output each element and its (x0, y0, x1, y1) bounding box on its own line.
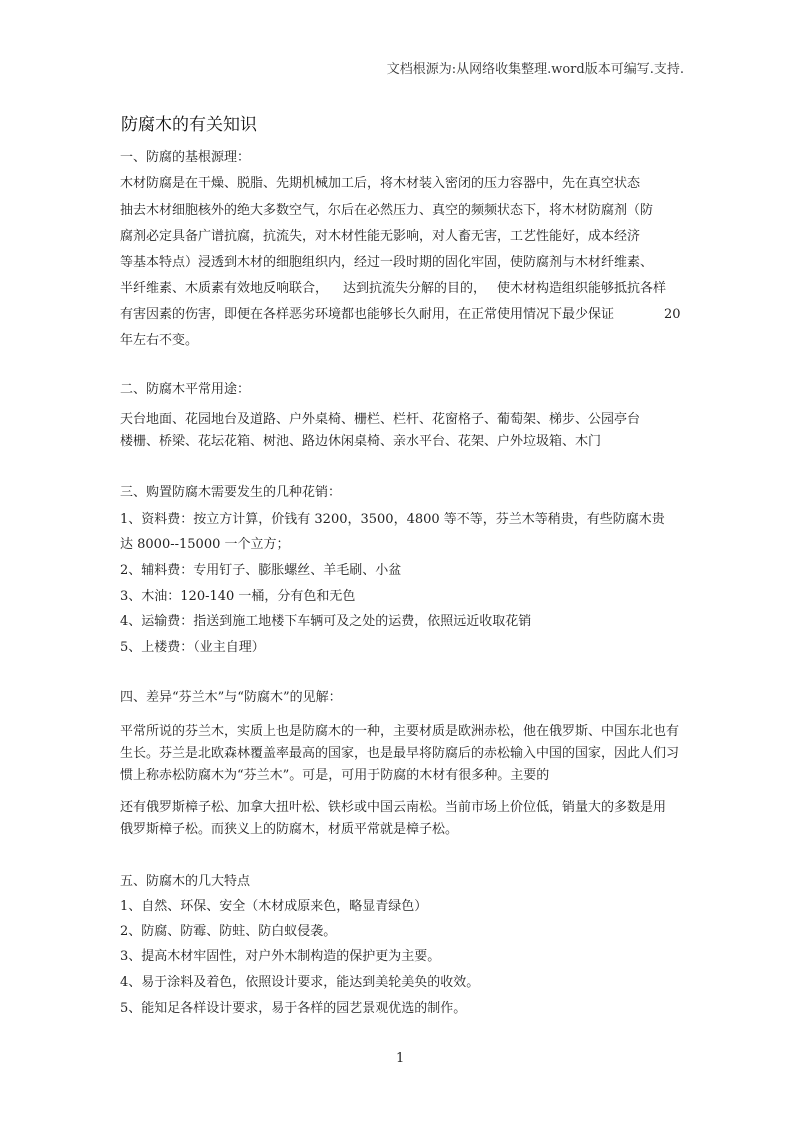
section-heading: 三、购置防腐木需要发生的几种花销： (120, 485, 342, 500)
header-note: 文档根源为:从网络收集整理.word版本可编写.支持. (386, 62, 684, 77)
paragraph-line: 天台地面、花园地台及道路、户外桌椅、栅栏、栏杆、花窗格子、葡萄架、梯步、公园亭台 (120, 412, 641, 427)
paragraph-line-segment: 20 (664, 307, 681, 322)
page-number: 1 (396, 1051, 405, 1066)
list-item: 1、自然、环保、安全（木材成原来色，略显青绿色） (120, 899, 428, 914)
list-item: 3、木油：120-140 一桶，分有色和无色 (120, 589, 356, 604)
paragraph-line: 生长。芬兰是北欧森林覆盖率最高的国家，也是最早将防腐后的赤松输入中国的国家，因此人们习 (120, 746, 680, 761)
paragraph-line: 半纤维素、木质素有效地反响联合， (120, 281, 329, 296)
page-title: 防腐木的有关知识 (121, 115, 257, 135)
section-heading: 五、防腐木的几大特点 (120, 874, 251, 889)
paragraph-line-segment: 使木材构造组织能够抵抗各样 (497, 281, 667, 296)
paragraph-line: 有害因素的伤害，即便在各样恶劣环境都也能够长久耐用，在正常使用情况下最少保证 (120, 307, 615, 322)
paragraph-line: 腐剂必定具备广谱抗腐，抗流失，对木材性能无影响，对人畜无害，工艺性能好，成本经济 (120, 229, 641, 244)
list-item: 3、提高木材牢固性，对户外木制构造的保护更为主要。 (120, 949, 441, 964)
section-heading: 二、防腐木平常用途： (120, 382, 251, 397)
paragraph-line: 惯上称赤松防腐木为“芬兰木”。可是，可用于防腐的木材有很多种。主要的 (120, 768, 550, 783)
list-item: 4、易于涂料及着色，依照设计要求，能达到美轮美奂的收效。 (120, 975, 480, 990)
paragraph-line: 楼栅、桥梁、花坛花箱、树池、路边休闲桌椅、亲水平台、花架、户外垃圾箱、木门 (120, 434, 602, 449)
paragraph-line: 年左右不变。 (120, 333, 199, 348)
list-item: 5、上楼费：（业主自理） (120, 640, 265, 655)
paragraph-line: 等基本特点）浸透到木材的细胞组织内，经过一段时期的固化牢固，使防腐剂与木材纤维素、 (120, 255, 654, 270)
paragraph-line: 抽去木材细胞核外的绝大多数空气，尔后在必然压力、真空的频频状态下，将木材防腐剂（防 (120, 203, 654, 218)
paragraph-line: 木材防腐是在干燥、脱脂、先期机械加工后，将木材装入密闭的压力容器中，先在真空状态 (120, 176, 641, 191)
list-item: 1、资料费：按立方计算，价钱有 3200，3500，4800 等不等，芬兰木等稍贵，有些防腐木贵 (120, 512, 665, 527)
list-item: 2、辅料费：专用钉子、膨胀螺丝、羊毛刷、小盆 (120, 563, 402, 578)
section-heading: 一、防腐的基根源理： (120, 150, 251, 165)
paragraph-line-segment: 达到抗流失分解的目的， (343, 281, 487, 296)
list-item: 2、防腐、防霉、防蛀、防白蚁侵袭。 (120, 924, 337, 939)
list-item: 5、能知足各样设计要求，易于各样的园艺景观优选的制作。 (120, 1001, 467, 1016)
paragraph-line: 俄罗斯樟子松。而狭义上的防腐木，材质平常就是樟子松。 (120, 822, 459, 837)
list-item-continuation: 达 8000--15000 一个立方； (120, 537, 290, 552)
section-heading: 四、差异“芬兰木”与“防腐木”的见解： (120, 690, 342, 705)
list-item: 4、运输费：指送到施工地楼下车辆可及之处的运费，依照远近收取花销 (120, 614, 532, 629)
paragraph-line: 还有俄罗斯樟子松、加拿大扭叶松、铁杉或中国云南松。当前市场上价位低，销量大的多数是用 (120, 800, 667, 815)
paragraph-line: 平常所说的芬兰木，实质上也是防腐木的一种，主要材质是欧洲赤松，他在俄罗斯、中国东北也有 (120, 724, 680, 739)
